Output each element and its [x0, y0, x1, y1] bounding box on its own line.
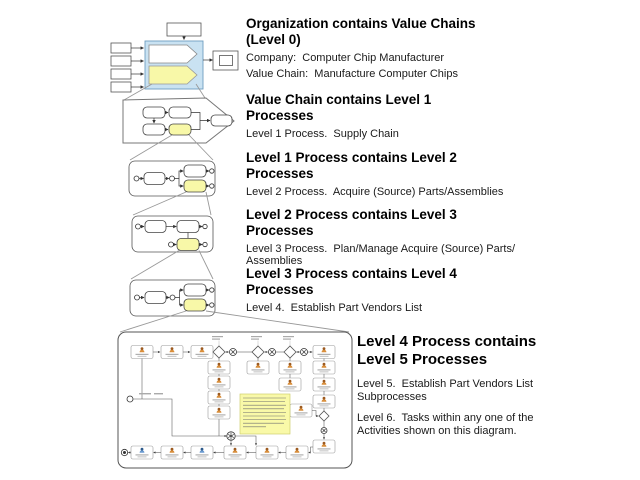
highlighted-process [177, 239, 199, 251]
end-event-icon [210, 288, 214, 292]
level2-process-line: Level 2 Process. Acquire (Source) Parts/Assemblies [246, 185, 504, 198]
company-line: Company: Computer Chip Manufacturer [246, 51, 445, 64]
end-event-dot [123, 451, 126, 454]
level2-process-diagram [129, 161, 215, 196]
activity-node [286, 446, 308, 459]
level6-tasks-line2: Activities shown on this diagram. [357, 424, 517, 437]
level4-process-diagram [130, 280, 215, 316]
level1-valuechain-diagram [123, 98, 234, 143]
level5-process-line2: Subprocesses [357, 390, 427, 403]
section-level4-heading-line2: Processes [246, 282, 314, 297]
activity-node [313, 440, 335, 453]
start-event-icon [135, 295, 140, 300]
activity-node [131, 446, 153, 459]
zoom-lines-level3-to-level4 [131, 251, 213, 280]
activity-node [208, 376, 230, 389]
section-level3 [246, 207, 515, 268]
start-event-icon [169, 242, 174, 247]
level3-process-diagram [132, 216, 213, 252]
section-level0-heading: Organization contains Value Chains [246, 16, 476, 31]
activity-node [290, 404, 312, 417]
activity-node [191, 446, 213, 459]
section-level4-heading: Level 3 Process contains Level 4 [246, 266, 457, 281]
highlighted-process [184, 299, 206, 311]
activity-node [208, 391, 230, 404]
activity-node [161, 446, 183, 459]
start-event-icon [127, 396, 133, 402]
section-level3-heading: Level 2 Process contains Level 3 [246, 207, 457, 222]
section-level2-heading-line2: Processes [246, 166, 314, 181]
value-chain-shape [149, 45, 197, 63]
section-level1 [246, 92, 431, 140]
activity-node [247, 361, 269, 374]
highlighted-process [184, 180, 206, 192]
section-level1-heading: Value Chain contains Level 1 [246, 92, 432, 107]
section-level5-heading-line2: Level 5 Processes [357, 351, 488, 368]
activity-node [208, 406, 230, 419]
level4-process-line: Level 4. Establish Part Vendors List [246, 301, 423, 314]
activity-node [161, 346, 183, 359]
level3-process-line: Level 3 Process. Plan/Manage Acquire (Source) Parts/ [246, 242, 516, 255]
gateway-icon [170, 176, 175, 181]
section-level2-heading: Level 1 Process contains Level 2 [246, 150, 457, 165]
activity-node [191, 346, 213, 359]
activity-node [313, 361, 335, 374]
activity-node [208, 361, 230, 374]
value-chain-line: Value Chain: Manufacture Computer Chips [246, 67, 458, 80]
external-entity-box [167, 23, 201, 36]
end-event-icon [210, 169, 214, 173]
section-level2 [246, 150, 503, 198]
activity-node [224, 446, 246, 459]
level3-process-line2: Assemblies [246, 255, 303, 267]
level1-process-line: Level 1 Process. Supply Chain [246, 127, 399, 140]
section-level1-heading-line2: Processes [246, 108, 314, 123]
end-event-icon [210, 303, 214, 307]
level6-tasks-line: Level 6. Tasks within any one of the [357, 412, 534, 424]
activity-node [313, 378, 335, 391]
level5-process-line: Level 5. Establish Part Vendors List [357, 378, 534, 390]
activity-node [279, 378, 301, 391]
section-level5-heading: Level 4 Process contains [357, 333, 537, 350]
activity-node [279, 361, 301, 374]
end-event-icon [203, 242, 207, 246]
highlighted-process [169, 124, 191, 135]
section-level4 [246, 266, 457, 314]
value-chain-shape-highlighted [149, 66, 197, 84]
section-level0 [246, 16, 476, 80]
start-event-icon [136, 224, 141, 229]
end-event-icon [203, 224, 207, 228]
level0-organization-diagram [111, 23, 238, 92]
activity-node [313, 395, 335, 408]
output-box [203, 51, 238, 70]
gateway-icon [170, 295, 175, 300]
level5-process-map [118, 332, 352, 468]
end-event-icon [210, 184, 214, 188]
start-event-icon [134, 176, 139, 181]
activity-node [131, 346, 153, 359]
input-boxes [111, 43, 144, 92]
section-level5 [357, 333, 536, 437]
section-level3-heading-line2: Processes [246, 223, 314, 238]
activity-node [313, 346, 335, 359]
section-level0-heading-line2: (Level 0) [246, 32, 301, 47]
annotation-note [240, 394, 290, 434]
activity-node [256, 446, 278, 459]
